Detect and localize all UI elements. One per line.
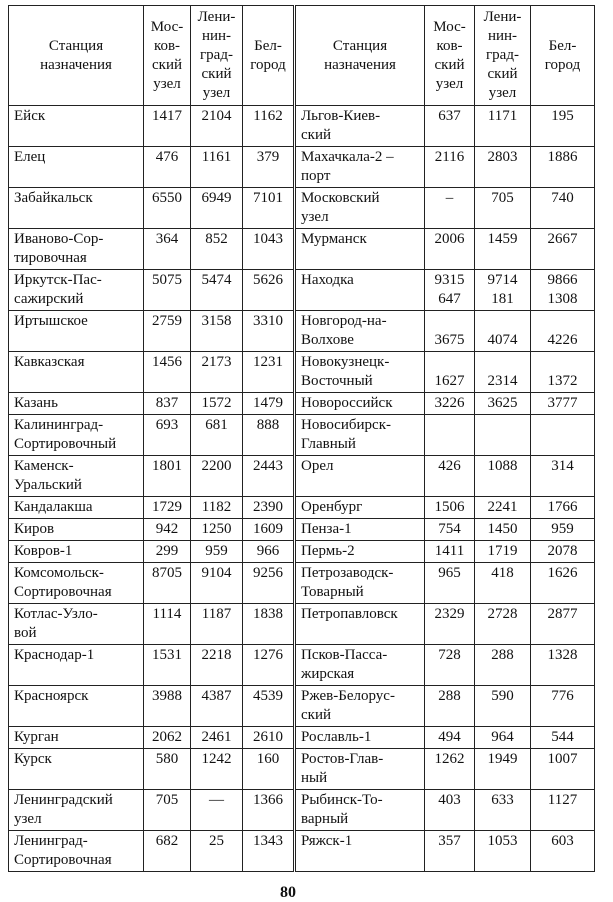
leningrad-value-left: 1161 (191, 147, 243, 188)
table-row (9, 415, 595, 456)
belgorod-value-left: 2610 (243, 727, 295, 749)
station-name-right: Рыбинск-То- варный (295, 790, 425, 831)
leningrad-value-right: 1088 (475, 456, 531, 497)
belgorod-value-right: 3777 (531, 393, 595, 415)
belgorod-value-right: 544 (531, 727, 595, 749)
leningrad-value-right: 2314 (475, 352, 531, 393)
leningrad-value-left: 2218 (191, 645, 243, 686)
belgorod-value-right: 1886 (531, 147, 595, 188)
moscow-value-right: 2329 (425, 604, 475, 645)
header-row (9, 6, 595, 106)
table-row (9, 497, 595, 519)
station-name-left: Ейск (9, 106, 144, 147)
distance-table (8, 5, 595, 872)
table-row (9, 270, 595, 311)
table-row (9, 519, 595, 541)
moscow-value-right: 2116 (425, 147, 475, 188)
header-station-right: Станция назначения (295, 6, 425, 106)
station-name-right: Льгов-Киев- ский (295, 106, 425, 147)
belgorod-value-left: 1276 (243, 645, 295, 686)
leningrad-value-right: 1171 (475, 106, 531, 147)
station-name-left: Кандалакша (9, 497, 144, 519)
moscow-value-right: 1411 (425, 541, 475, 563)
leningrad-value-right: 2728 (475, 604, 531, 645)
belgorod-value-left: 2390 (243, 497, 295, 519)
header-moscow-left: Мос- ков- ский узел (144, 6, 191, 106)
station-name-left: Иркутск-Пас- сажирский (9, 270, 144, 311)
leningrad-value-left: — (191, 790, 243, 831)
station-name-left: Каменск- Уральский (9, 456, 144, 497)
station-name-left: Забайкальск (9, 188, 144, 229)
leningrad-value-right: 964 (475, 727, 531, 749)
belgorod-value-right: 740 (531, 188, 595, 229)
table-row (9, 563, 595, 604)
leningrad-value-right: 1719 (475, 541, 531, 563)
moscow-value-right: 403 (425, 790, 475, 831)
station-name-right: Новороссийск (295, 393, 425, 415)
belgorod-value-left: 1343 (243, 831, 295, 872)
table-row (9, 311, 595, 352)
belgorod-value-left: 966 (243, 541, 295, 563)
belgorod-value-left: 1366 (243, 790, 295, 831)
station-name-right: Псков-Пасса- жирская (295, 645, 425, 686)
table-body (9, 106, 595, 872)
belgorod-value-right: 959 (531, 519, 595, 541)
station-name-left: Ленинград- Сортировочная (9, 831, 144, 872)
leningrad-value-right: 705 (475, 188, 531, 229)
moscow-value-right: 2006 (425, 229, 475, 270)
table-row (9, 831, 595, 872)
moscow-value-left: 1531 (144, 645, 191, 686)
belgorod-value-left: 1043 (243, 229, 295, 270)
station-name-right: Новгород-на- Волхове (295, 311, 425, 352)
station-name-right: Мурманск (295, 229, 425, 270)
moscow-value-left: 942 (144, 519, 191, 541)
belgorod-value-left: 888 (243, 415, 295, 456)
moscow-value-left: 2062 (144, 727, 191, 749)
table-row (9, 352, 595, 393)
leningrad-value-right: 3625 (475, 393, 531, 415)
belgorod-value-right: 9866 1308 (531, 270, 595, 311)
belgorod-value-left: 2443 (243, 456, 295, 497)
station-name-right: Петрозаводск- Товарный (295, 563, 425, 604)
moscow-value-right: 9315 647 (425, 270, 475, 311)
moscow-value-right: – (425, 188, 475, 229)
moscow-value-left: 299 (144, 541, 191, 563)
belgorod-value-right: 2877 (531, 604, 595, 645)
station-name-right: Новосибирск- Главный (295, 415, 425, 456)
belgorod-value-right: 195 (531, 106, 595, 147)
leningrad-value-right: 1949 (475, 749, 531, 790)
belgorod-value-right: 314 (531, 456, 595, 497)
moscow-value-left: 364 (144, 229, 191, 270)
station-name-right: Пенза-1 (295, 519, 425, 541)
station-name-left: Курган (9, 727, 144, 749)
header-leningrad-right: Лени- нин- град- ский узел (475, 6, 531, 106)
station-name-right: Ряжск-1 (295, 831, 425, 872)
belgorod-value-right: 1626 (531, 563, 595, 604)
table-row (9, 727, 595, 749)
station-name-left: Киров (9, 519, 144, 541)
station-name-left: Ковров-1 (9, 541, 144, 563)
station-name-right: Петропавловск (295, 604, 425, 645)
moscow-value-right: 754 (425, 519, 475, 541)
belgorod-value-right: 2078 (531, 541, 595, 563)
station-name-right: Махачкала-2 – порт (295, 147, 425, 188)
belgorod-value-right: 776 (531, 686, 595, 727)
belgorod-value-left: 1479 (243, 393, 295, 415)
moscow-value-left: 5075 (144, 270, 191, 311)
header-belgorod-left: Бел- город (243, 6, 295, 106)
moscow-value-left: 1114 (144, 604, 191, 645)
moscow-value-right: 728 (425, 645, 475, 686)
leningrad-value-right: 288 (475, 645, 531, 686)
moscow-value-left: 682 (144, 831, 191, 872)
station-name-right: Рославль-1 (295, 727, 425, 749)
leningrad-value-left: 2173 (191, 352, 243, 393)
leningrad-value-right: 1459 (475, 229, 531, 270)
leningrad-value-right: 1053 (475, 831, 531, 872)
belgorod-value-right: 1127 (531, 790, 595, 831)
leningrad-value-right: 1450 (475, 519, 531, 541)
table-row (9, 456, 595, 497)
header-leningrad-left: Лени- нин- град- ский узел (191, 6, 243, 106)
moscow-value-left: 8705 (144, 563, 191, 604)
leningrad-value-right: 2241 (475, 497, 531, 519)
station-name-left: Иртышское (9, 311, 144, 352)
station-name-left: Казань (9, 393, 144, 415)
belgorod-value-left: 5626 (243, 270, 295, 311)
station-name-left: Кавказская (9, 352, 144, 393)
moscow-value-right: 637 (425, 106, 475, 147)
station-name-left: Ленинградский узел (9, 790, 144, 831)
station-name-right: Московский узел (295, 188, 425, 229)
moscow-value-left: 1729 (144, 497, 191, 519)
belgorod-value-left: 379 (243, 147, 295, 188)
leningrad-value-left: 852 (191, 229, 243, 270)
belgorod-value-right: 2667 (531, 229, 595, 270)
table-row (9, 541, 595, 563)
moscow-value-left: 705 (144, 790, 191, 831)
belgorod-value-left: 1231 (243, 352, 295, 393)
leningrad-value-right: 4074 (475, 311, 531, 352)
moscow-value-left: 1456 (144, 352, 191, 393)
moscow-value-right: 1506 (425, 497, 475, 519)
station-name-left: Елец (9, 147, 144, 188)
moscow-value-right: 3675 (425, 311, 475, 352)
table-row (9, 604, 595, 645)
leningrad-value-left: 2461 (191, 727, 243, 749)
header-belgorod-right: Бел- город (531, 6, 595, 106)
leningrad-value-left: 1250 (191, 519, 243, 541)
moscow-value-right (425, 415, 475, 456)
station-name-left: Калининград- Сортировочный (9, 415, 144, 456)
station-name-left: Курск (9, 749, 144, 790)
leningrad-value-left: 6949 (191, 188, 243, 229)
station-name-right: Пермь-2 (295, 541, 425, 563)
station-name-right: Ржев-Белорус- ский (295, 686, 425, 727)
leningrad-value-left: 4387 (191, 686, 243, 727)
leningrad-value-right: 633 (475, 790, 531, 831)
moscow-value-right: 1627 (425, 352, 475, 393)
leningrad-value-right: 9714 181 (475, 270, 531, 311)
station-name-right: Оренбург (295, 497, 425, 519)
belgorod-value-left: 160 (243, 749, 295, 790)
belgorod-value-right: 1007 (531, 749, 595, 790)
leningrad-value-right (475, 415, 531, 456)
moscow-value-right: 357 (425, 831, 475, 872)
moscow-value-right: 288 (425, 686, 475, 727)
table-row (9, 188, 595, 229)
leningrad-value-left: 1187 (191, 604, 243, 645)
belgorod-value-left: 7101 (243, 188, 295, 229)
belgorod-value-right: 603 (531, 831, 595, 872)
table-row (9, 106, 595, 147)
belgorod-value-right: 1372 (531, 352, 595, 393)
moscow-value-right: 965 (425, 563, 475, 604)
belgorod-value-right: 1328 (531, 645, 595, 686)
header-station-left: Станция назначения (9, 6, 144, 106)
leningrad-value-left: 681 (191, 415, 243, 456)
leningrad-value-left: 3158 (191, 311, 243, 352)
moscow-value-left: 6550 (144, 188, 191, 229)
moscow-value-left: 1801 (144, 456, 191, 497)
station-name-left: Комсомольск- Сортировочная (9, 563, 144, 604)
moscow-value-left: 837 (144, 393, 191, 415)
table-row (9, 790, 595, 831)
belgorod-value-left: 3310 (243, 311, 295, 352)
belgorod-value-right (531, 415, 595, 456)
station-name-left: Котлас-Узло- вой (9, 604, 144, 645)
belgorod-value-right: 1766 (531, 497, 595, 519)
leningrad-value-left: 1242 (191, 749, 243, 790)
leningrad-value-right: 590 (475, 686, 531, 727)
table-row (9, 749, 595, 790)
station-name-left: Красноярск (9, 686, 144, 727)
moscow-value-left: 693 (144, 415, 191, 456)
table-row (9, 229, 595, 270)
table-row (9, 686, 595, 727)
station-name-right: Орел (295, 456, 425, 497)
belgorod-value-left: 9256 (243, 563, 295, 604)
leningrad-value-left: 2200 (191, 456, 243, 497)
belgorod-value-left: 1162 (243, 106, 295, 147)
leningrad-value-right: 2803 (475, 147, 531, 188)
leningrad-value-left: 5474 (191, 270, 243, 311)
leningrad-value-left: 2104 (191, 106, 243, 147)
station-name-right: Новокузнецк- Восточный (295, 352, 425, 393)
belgorod-value-left: 1838 (243, 604, 295, 645)
leningrad-value-left: 25 (191, 831, 243, 872)
station-name-right: Ростов-Глав- ный (295, 749, 425, 790)
station-name-left: Краснодар-1 (9, 645, 144, 686)
belgorod-value-right: 4226 (531, 311, 595, 352)
station-name-right: Находка (295, 270, 425, 311)
station-name-left: Иваново-Сор- тировочная (9, 229, 144, 270)
moscow-value-right: 426 (425, 456, 475, 497)
table-row (9, 147, 595, 188)
moscow-value-left: 3988 (144, 686, 191, 727)
moscow-value-right: 494 (425, 727, 475, 749)
leningrad-value-left: 959 (191, 541, 243, 563)
moscow-value-left: 1417 (144, 106, 191, 147)
leningrad-value-right: 418 (475, 563, 531, 604)
belgorod-value-left: 1609 (243, 519, 295, 541)
belgorod-value-left: 4539 (243, 686, 295, 727)
leningrad-value-left: 1572 (191, 393, 243, 415)
table-row (9, 645, 595, 686)
header-moscow-right: Мос- ков- ский узел (425, 6, 475, 106)
page-number: 80 (280, 884, 296, 901)
leningrad-value-left: 9104 (191, 563, 243, 604)
table-row (9, 393, 595, 415)
moscow-value-right: 3226 (425, 393, 475, 415)
moscow-value-left: 580 (144, 749, 191, 790)
moscow-value-right: 1262 (425, 749, 475, 790)
moscow-value-left: 476 (144, 147, 191, 188)
moscow-value-left: 2759 (144, 311, 191, 352)
leningrad-value-left: 1182 (191, 497, 243, 519)
